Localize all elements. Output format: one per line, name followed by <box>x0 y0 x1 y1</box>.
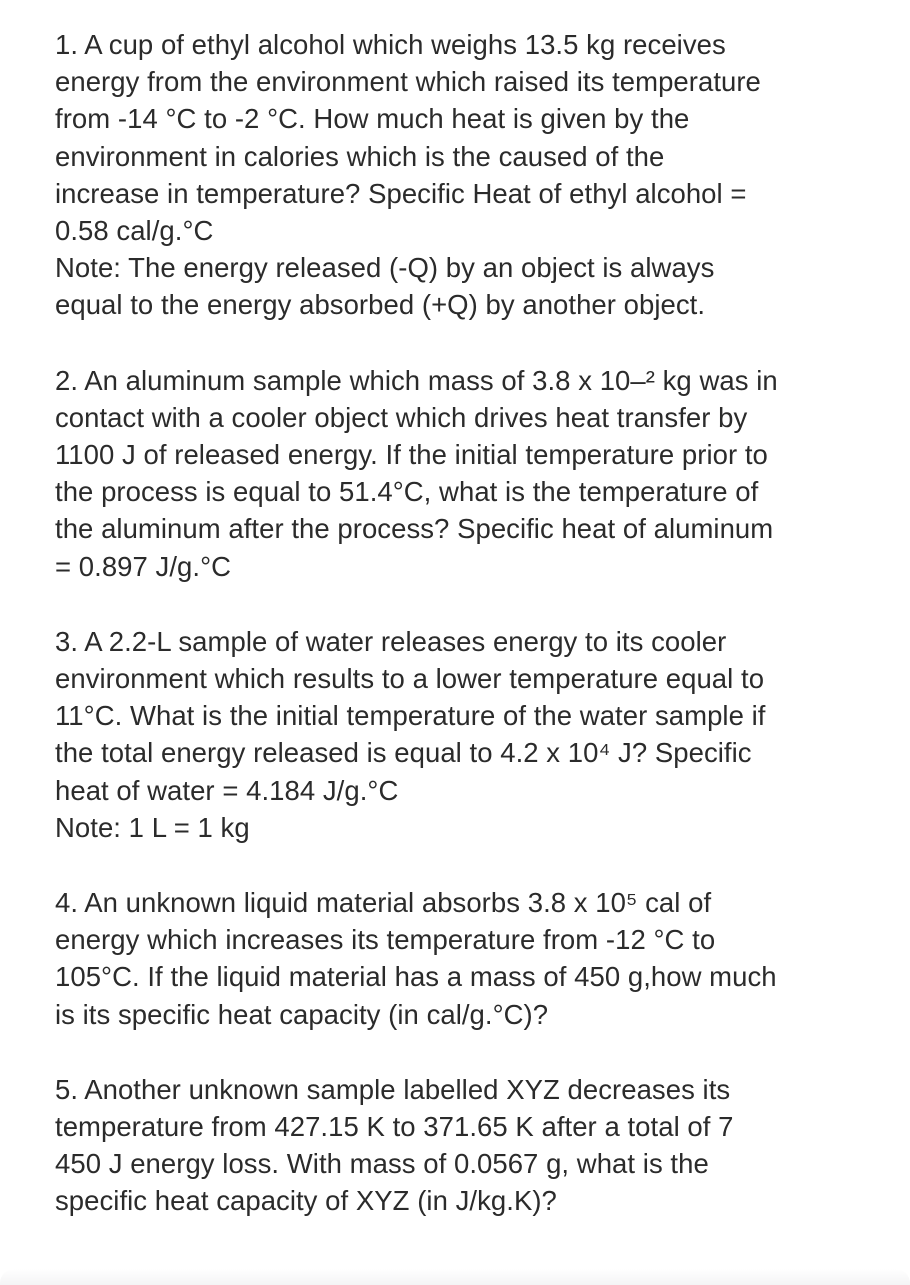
problem-3 <box>55 623 900 846</box>
problem-2-line: the aluminum after the process? Specific heat of aluminum <box>55 513 774 545</box>
problem-2-line: = 0.897 J/g.°C <box>55 550 232 582</box>
problem-1 <box>55 26 900 324</box>
problem-2-line: the process is equal to 51.4°C, what is the temperature of <box>55 476 759 508</box>
problem-5 <box>55 1071 900 1220</box>
problem-1-note-line: Note: The energy released (-Q) by an object is always <box>55 252 715 284</box>
problem-4-line: 4. An unknown liquid material absorbs 3.8 x 10⁵ cal of <box>55 887 712 919</box>
problem-1-note-line: equal to the energy absorbed (+Q) by another object. <box>55 289 706 321</box>
problem-4-line: energy which increases its temperature from -12 °C to <box>55 924 716 956</box>
problem-1-line: environment in calories which is the caused of the <box>55 140 665 172</box>
problem-2-line: contact with a cooler object which drives heat transfer by <box>55 401 748 433</box>
problem-5-line: temperature from 427.15 K to 371.65 K after a total of 7 <box>55 1111 734 1143</box>
problem-1-line: 0.58 cal/g.°C <box>55 215 214 247</box>
problem-sheet <box>55 26 900 1220</box>
problem-3-note-line: Note: 1 L = 1 kg <box>55 811 250 843</box>
problem-4 <box>55 884 900 1033</box>
problem-3-line: the total energy released is equal to 4.2 x 10⁴ J? Specific <box>55 737 752 769</box>
problem-1-line: 1. A cup of ethyl alcohol which weighs 13.5 kg receives <box>55 29 726 60</box>
problem-5-line: 450 J energy loss. With mass of 0.0567 g, what is the <box>55 1148 709 1180</box>
problem-2 <box>55 362 900 585</box>
problem-3-line: heat of water = 4.184 J/g.°C <box>55 774 399 806</box>
problem-5-line: 5. Another unknown sample labelled XYZ decreases its <box>55 1073 731 1105</box>
problem-3-line: 3. A 2.2-L sample of water releases energy to its cooler <box>55 625 727 657</box>
problem-4-line: is its specific heat capacity (in cal/g.°C)? <box>55 998 549 1030</box>
problem-3-line: 11°C. What is the initial temperature of the water sample if <box>55 700 766 732</box>
problem-3-line: environment which results to a lower temperature equal to <box>55 663 765 695</box>
problem-4-line: 105°C. If the liquid material has a mass of 450 g,how much <box>55 961 777 993</box>
problem-1-line: increase in temperature? Specific Heat of ethyl alcohol = <box>55 177 747 209</box>
problem-1-line: energy from the environment which raised its temperature <box>55 66 761 98</box>
problem-2-line: 2. An aluminum sample which mass of 3.8 x 10–² kg was in <box>55 364 778 396</box>
bottom-edge-shade <box>0 1269 910 1285</box>
problem-5-line: specific heat capacity of XYZ (in J/kg.K)? <box>55 1185 557 1217</box>
problem-1-line: from -14 °C to -2 °C. How much heat is given by the <box>55 103 690 135</box>
problem-2-line: 1100 J of released energy. If the initial temperature prior to <box>55 439 768 471</box>
